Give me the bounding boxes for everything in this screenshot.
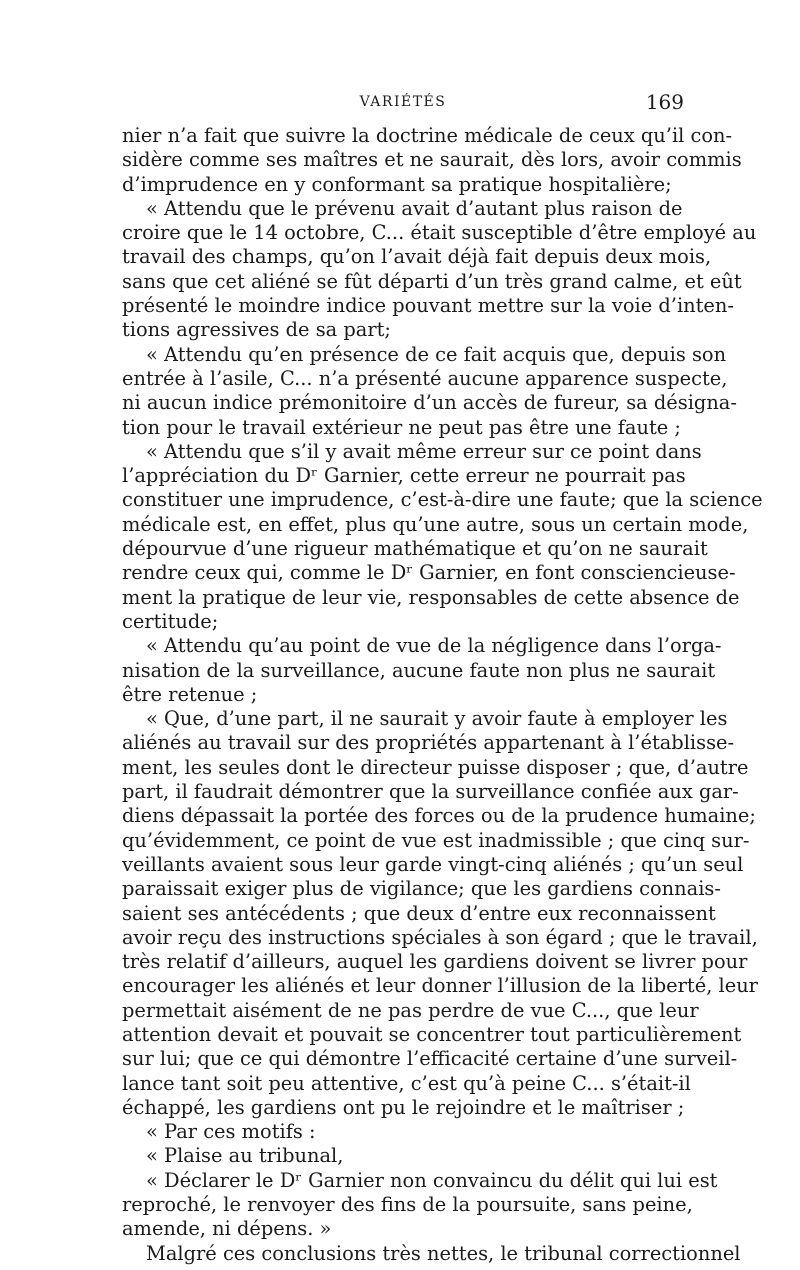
text-line: « Attendu que le prévenu avait d’autant plus raison de — [146, 196, 683, 220]
text-line: constituer une imprudence, c’est-à-dire une faute; que la science — [122, 488, 763, 512]
text-line: dépourvue d’une rigueur mathématique et qu’on ne saurait — [122, 537, 708, 561]
text-line: encourager les aliénés et leur donner l’illusion de la liberté, leur — [122, 974, 758, 998]
text-line: lance tant soit peu attentive, c’est qu’à peine C... s’était-il — [122, 1071, 691, 1095]
text-line: l’appréciation du Dʳ Garnier, cette erreur ne pourrait pas — [122, 464, 686, 488]
text-line: ment, les seules dont le directeur puisse disposer ; que, d’autre — [122, 755, 749, 779]
text-line: avoir reçu des instructions spéciales à son égard ; que le travail, — [122, 925, 758, 949]
text-line: être retenue ; — [122, 682, 258, 706]
text-line: qu’évidemment, ce point de vue est inadmissible ; que cinq sur- — [122, 828, 750, 852]
text-line: nisation de la surveillance, aucune faute non plus ne saurait — [122, 658, 716, 682]
text-line: aliénés au travail sur des propriétés appartenant à l’établisse- — [122, 731, 735, 755]
text-line: rendre ceux qui, comme le Dʳ Garnier, en font consciencieuse- — [122, 561, 736, 585]
text-line: sans que cet aliéné se fût départi d’un très grand calme, et eût — [122, 269, 742, 293]
text-line: « Attendu qu’en présence de ce fait acquis que, depuis son — [146, 342, 727, 366]
text-line: part, il faudrait démontrer que la surveillance confiée aux gar- — [122, 780, 739, 804]
text-line: permettait aisément de ne pas perdre de vue C..., que leur — [122, 998, 699, 1022]
page-header — [122, 90, 684, 116]
text-line: entrée à l’asile, C... n’a présenté aucune apparence suspecte, — [122, 366, 728, 390]
text-line: tions agressives de sa part; — [122, 318, 391, 342]
text-line: veillants avaient sous leur garde vingt-cinq aliénés ; qu’un seul — [122, 852, 744, 876]
text-line: d’imprudence en y conformant sa pratique hospitalière; — [122, 172, 672, 196]
text-line: « Attendu qu’au point de vue de la négligence dans l’orga- — [146, 634, 722, 658]
text-line: présenté le moindre indice pouvant mettre sur la voie d’inten- — [122, 294, 734, 318]
text-line: reproché, le renvoyer des fins de la poursuite, sans peine, — [122, 1193, 693, 1217]
text-line: amende, ni dépens. » — [122, 1217, 332, 1241]
text-line: travail des champs, qu’on l’avait déjà fait depuis deux mois, — [122, 245, 712, 269]
text-line: croire que le 14 octobre, C... était susceptible d’être employé au — [122, 221, 757, 245]
text-line: « Déclarer le Dʳ Garnier non convaincu du délit qui lui est — [146, 1168, 718, 1192]
body-text — [122, 124, 763, 1266]
text-line: médicale est, en effet, plus qu’une autre, sous un certain mode, — [122, 512, 749, 536]
text-line: sidère comme ses maîtres et ne saurait, dès lors, avoir commis — [122, 148, 742, 172]
text-line: très relatif d’ailleurs, auquel les gardiens doivent se livrer pour — [122, 950, 748, 974]
text-line: tion pour le travail extérieur ne peut pas être une faute ; — [122, 415, 681, 439]
text-line: attention devait et pouvait se concentrer tout particulièrement — [122, 1022, 742, 1046]
page-number: 169 — [645, 90, 684, 114]
running-head: VARIÉTÉS — [359, 94, 447, 110]
text-line: « Attendu que s’il y avait même erreur sur ce point dans — [146, 439, 702, 463]
text-line: « Que, d’une part, il ne saurait y avoir faute à employer les — [146, 707, 728, 731]
text-line: Malgré ces conclusions très nettes, le tribunal correctionnel — [146, 1241, 741, 1265]
text-line: nier n’a fait que suivre la doctrine médicale de ceux qu’il con- — [122, 124, 733, 147]
text-line: sur lui; que ce qui démontre l’efficacité certaine d’une surveil- — [122, 1047, 738, 1071]
text-line: « Plaise au tribunal, — [146, 1144, 344, 1168]
text-line: paraissait exiger plus de vigilance; que les gardiens connais- — [122, 877, 721, 901]
text-line: échappé, les gardiens ont pu le rejoindre et le maîtriser ; — [122, 1095, 685, 1119]
text-line: « Par ces motifs : — [146, 1120, 316, 1144]
text-line: saient ses antécédents ; que deux d’entre eux reconnaissent — [122, 901, 716, 925]
text-line: certitude; — [122, 609, 219, 633]
text-line: ni aucun indice prémonitoire d’un accès de fureur, sa désigna- — [122, 391, 737, 415]
text-line: diens dépassait la portée des forces ou de la prudence humaine; — [122, 804, 756, 828]
text-line: ment la pratique de leur vie, responsables de cette absence de — [122, 585, 740, 609]
